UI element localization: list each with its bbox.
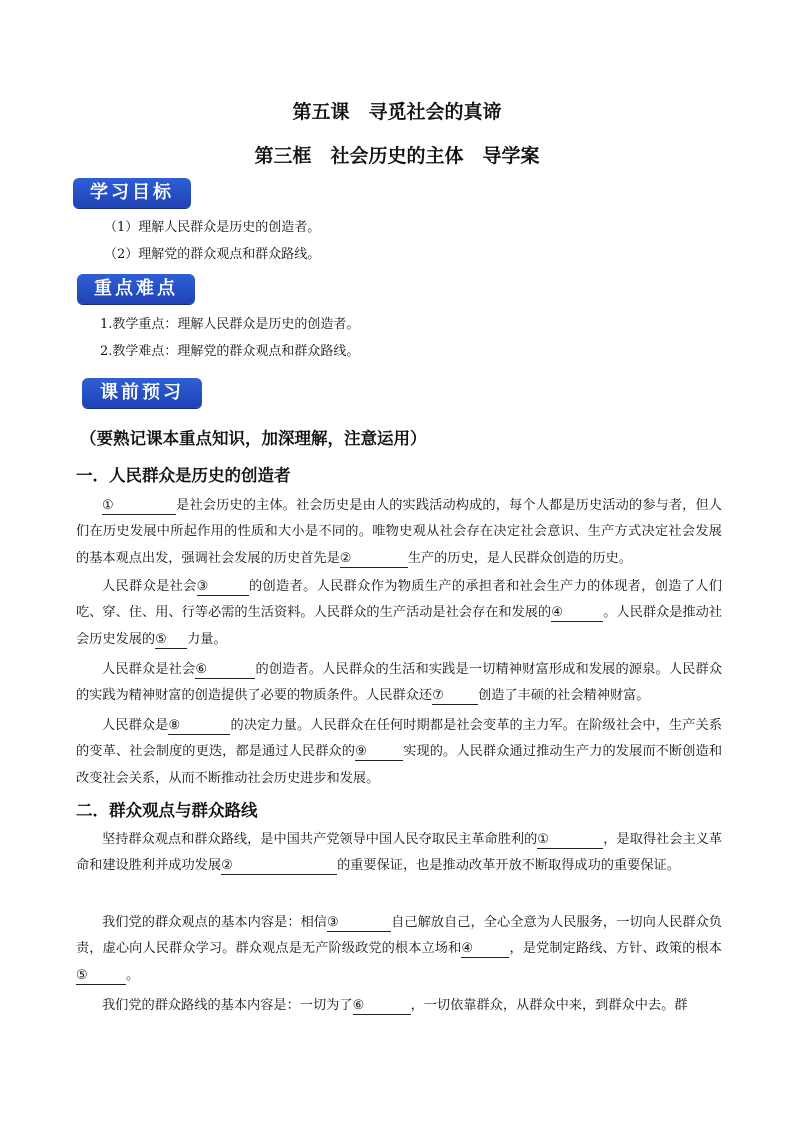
section-2-paragraph-2: 我们党的群众观点的基本内容是：相信③ 自己解放自己，全心全意为人民服务，一切向人民群众负责，虚心向人民群众学习。群众观点是无产阶级政党的根本立场和④ ，是党制定路线、方针、政策的根本⑤ 。	[76, 915, 722, 983]
fill-blank[interactable]: ⑨	[355, 744, 403, 761]
keypoint-item: 1.教学重点：理解人民群众是历史的创造者。	[100, 317, 360, 332]
lesson-subtitle: 第三框 社会历史的主体 导学案	[254, 145, 540, 167]
goal-item: （2）理解党的群众观点和群众路线。	[104, 247, 321, 262]
fill-blank[interactable]: ⑥	[353, 998, 411, 1015]
lesson-title: 第五课 寻觅社会的真谛	[292, 101, 502, 123]
section-1-paragraph-1: ① 是社会历史的主体。社会历史是由人的实践活动构成的，每个人都是历史活动的参与者，但人们在历史发展中所起作用的性质和大小是不同的。唯物史观从社会存在决定社会意识、生产方式决定社会发展的基本观点出发，强调社会发展的历史首先是② 生产的历史，是人民群众创造的历史。	[76, 498, 722, 566]
keypoints-tag: 重点难点	[77, 274, 195, 304]
keypoint-item: 2.教学难点：理解党的群众观点和群众路线。	[100, 344, 360, 359]
section-2-paragraph-3: 我们党的群众路线的基本内容是：一切为了⑥ ，一切依靠群众，从群众中来，到群众中去。群	[102, 998, 688, 1013]
fill-blank[interactable]: ③	[327, 915, 391, 932]
preview-note: （要熟记课本重点知识，加深理解，注意运用）	[80, 429, 427, 448]
fill-blank[interactable]: ③	[197, 579, 249, 596]
section-2-paragraph-1: 坚持群众观点和群众路线，是中国共产党领导中国人民夺取民主革命胜利的① ，是取得社会主义革命和建设胜利并成功发展② 的重要保证，也是推动改革开放不断取得成功的重要保证。	[76, 832, 723, 874]
fill-blank[interactable]: ②	[221, 858, 337, 875]
fill-blank[interactable]: ⑥	[195, 662, 255, 679]
fill-blank[interactable]: ⑧	[168, 718, 230, 735]
fill-blank[interactable]: ①	[537, 832, 603, 849]
section-1-paragraph-4: 人民群众是⑧ 的决定力量。人民群众在任何时期都是社会变革的主力军。在阶级社会中，生产关系的变革、社会制度的更迭，都是通过人民群众的⑨ 实现的。人民群众通过推动生产力的发展而不断创造和改变社会关系，从而不断推动社会历史进步和发展。	[76, 718, 723, 786]
goals-tag: 学习目标	[73, 178, 191, 208]
goal-item: （1）理解人民群众是历史的创造者。	[104, 220, 321, 235]
section-1-heading: 一．人民群众是历史的创造者	[76, 466, 291, 485]
fill-blank[interactable]: ⑤	[76, 968, 126, 985]
fill-blank[interactable]: ④	[551, 605, 603, 622]
fill-blank[interactable]: ⑦	[432, 688, 478, 705]
section-2-heading: 二．群众观点与群众路线	[76, 801, 258, 820]
section-1-paragraph-2: 人民群众是社会③ 的创造者。人民群众作为物质生产的承担者和社会生产力的体现者，创造了人们吃、穿、住、用、行等必需的生活资料。人民群众的生产活动是社会存在和发展的④ 。人民群众是推动社会历史发展的⑤ 力量。	[76, 579, 723, 647]
section-1-paragraph-3: 人民群众是社会⑥ 的创造者。人民群众的生活和实践是一切精神财富形成和发展的源泉。人民群众的实践为精神财富的创造提供了必要的物质条件。人民群众还⑦ 创造了丰硕的社会精神财富。	[76, 662, 723, 704]
fill-blank[interactable]: ①	[102, 498, 176, 515]
fill-blank[interactable]: ④	[461, 941, 509, 958]
fill-blank[interactable]: ②	[340, 551, 408, 568]
fill-blank[interactable]: ⑤	[155, 632, 187, 649]
preview-tag: 课前预习	[82, 378, 202, 408]
